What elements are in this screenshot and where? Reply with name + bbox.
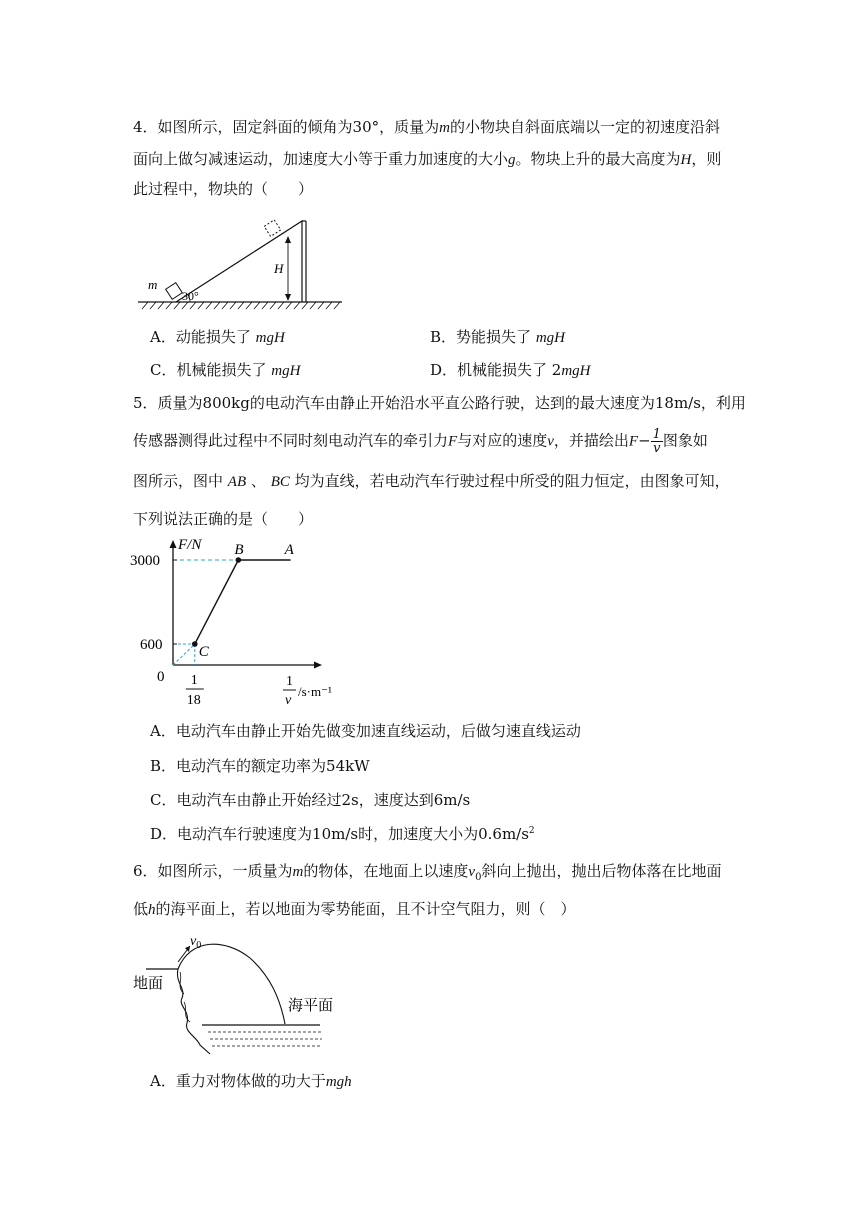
q4-line-3 — [133, 178, 313, 199]
q5-line-1: 5．质量为800kg的电动汽车由静止开始沿水平直公路行驶，达到的最大速度为18m/s，利用 — [133, 394, 746, 412]
cliff-face — [177, 969, 210, 1054]
x-tick-label-numerator: 1 — [190, 673, 198, 688]
point-c — [192, 641, 198, 647]
label-point-c: C — [198, 644, 209, 660]
q4-text: 此过程中，物块的（ ） — [133, 180, 314, 198]
block-top-dashed — [264, 220, 281, 237]
q5-option-b: B．电动汽车的额定功率为54kW — [150, 757, 370, 775]
x-label-numerator: 1 — [286, 674, 293, 689]
label-point-a: A — [284, 542, 294, 558]
sea-water — [208, 1032, 322, 1046]
q4-text: 。物块上升的最大高度为 — [515, 150, 681, 168]
q4-option-c: C．机械能损失了 mgH — [150, 361, 301, 379]
incline-figure — [130, 215, 350, 315]
label-H: H — [274, 261, 284, 276]
trajectory — [178, 944, 285, 1024]
q4-line-1 — [133, 116, 720, 137]
inline-fraction: $\frac{1}{v}$ — [652, 427, 661, 456]
y-axis-arrow — [170, 540, 177, 548]
y-tick-label-600: 600 — [140, 637, 163, 653]
q4-text: 面向上做匀减速运动，加速度大小等于重力加速度的大小 — [133, 150, 509, 168]
q5-option-a: A．电动汽车由静止开始先做变加速直线运动，后做匀速直线运动 — [150, 722, 581, 740]
q4-option-b: B．势能损失了 mgH — [430, 328, 565, 346]
q4-text: 4．如图所示，固定斜面的倾角为30°，质量为 — [133, 118, 440, 136]
x-label-denominator: v — [285, 693, 292, 708]
x-axis-arrow — [314, 662, 322, 669]
q4-option-a: A．动能损失了 mgH — [150, 328, 285, 346]
q6-line-1: 6．如图所示，一质量为m的物体，在地面上以速度$v_0$斜向上抛出，抛出后物体落在比地面 — [133, 862, 722, 883]
x-label-unit: /s·m⁻¹ — [298, 684, 332, 699]
origin-label: 0 — [157, 669, 165, 685]
q5-option-c: C．电动汽车由静止开始经过2s，速度达到6m/s — [150, 791, 471, 809]
label-m: m — [148, 277, 158, 292]
q5-line-2: 传感器测得此过程中不同时刻电动汽车的牵引力F与对应的速度v，并描绘出F− $\frac{1}{v}$ 图象如 — [133, 427, 708, 456]
q6-option-a: A．重力对物体做的功大于mgh — [150, 1072, 352, 1090]
cliff-projectile-figure — [130, 928, 340, 1063]
q5-line-3: 图所示，图中 AB 、 BC 均为直线，若电动汽车行驶过程中所受的阻力恒定，由图象可知， — [133, 472, 730, 490]
q4-var-g: g — [508, 152, 516, 168]
guide-origin-c — [173, 644, 195, 665]
block-bottom — [166, 283, 183, 300]
y-axis-label: F/N — [178, 537, 202, 553]
q4-line-2 — [133, 148, 721, 169]
label-v0: $v_0$ — [190, 934, 202, 951]
x-tick-label-denominator: 18 — [186, 693, 201, 708]
y-tick-label-3000: 3000 — [130, 553, 160, 569]
q4-var-m: m — [439, 120, 450, 136]
label-angle: 30° — [182, 289, 199, 303]
q5-line-4: 下列说法正确的是（ ） — [133, 510, 314, 528]
f-inverse-v-chart — [130, 535, 340, 710]
point-b — [236, 557, 242, 563]
label-point-b: B — [234, 542, 244, 558]
q4-text: ，则 — [691, 150, 722, 168]
ground-hatching — [142, 302, 340, 309]
segment-bc — [195, 560, 239, 644]
q4-text: 的小物块自斜面底端以一定的初速度沿斜 — [449, 118, 720, 136]
q4-var-H: H — [680, 152, 692, 168]
label-ground: 地面 — [133, 976, 164, 992]
q6-line-2: 低h的海平面上，若以地面为零势能面，且不计空气阻力，则（ ） — [133, 900, 576, 918]
q5-option-d: D．电动汽车行驶速度为10m/s时，加速度大小为$0.6m/s^2$ — [150, 825, 535, 843]
label-sea: 海平面 — [288, 998, 334, 1014]
q4-option-d: D．机械能损失了 2mgH — [430, 361, 591, 379]
